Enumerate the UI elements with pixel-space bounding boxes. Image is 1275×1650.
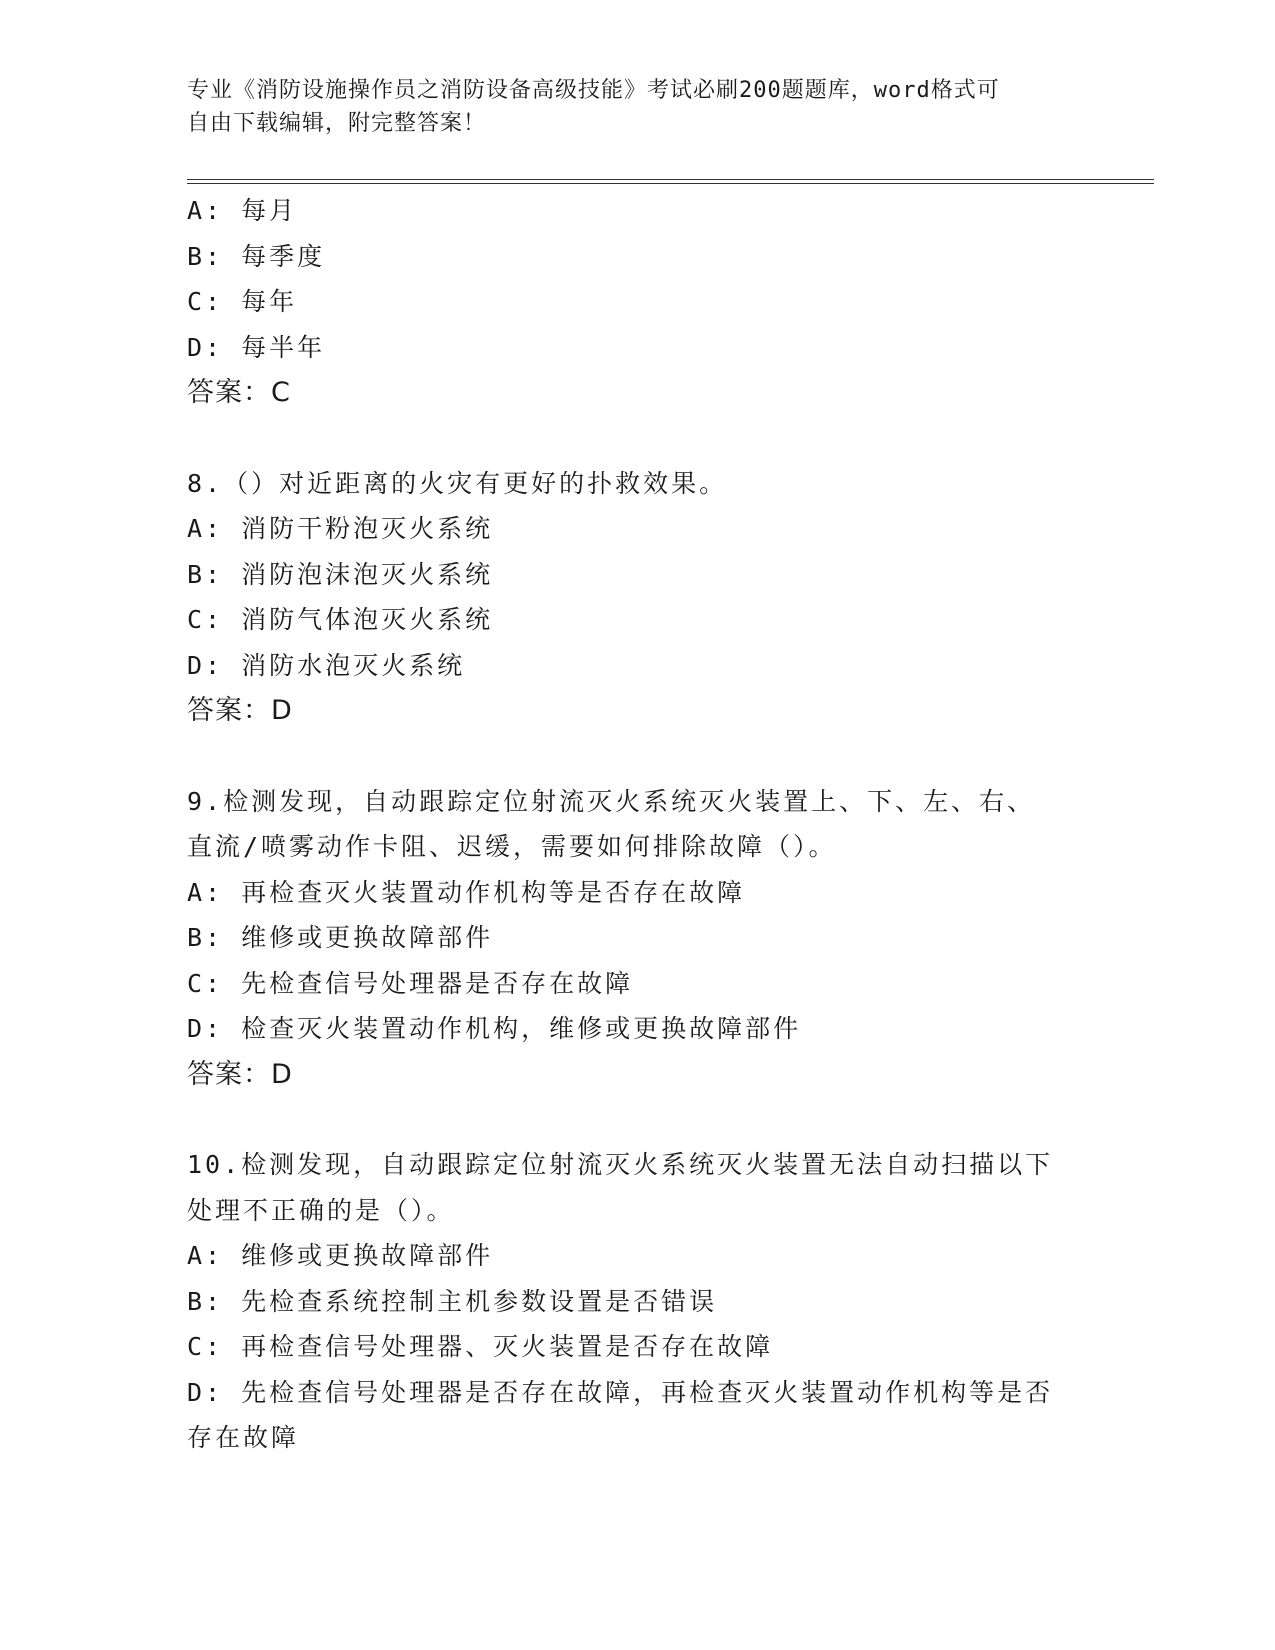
option-a: A: 维修或更换故障部件	[187, 1241, 494, 1270]
question-10	[187, 1142, 1087, 1461]
option-a: A: 每月	[187, 196, 298, 225]
option-d: D: 检查灭火装置动作机构，维修或更换故障部件	[187, 1014, 802, 1043]
spacer	[187, 734, 1087, 779]
header-line-2: 自由下载编辑，附完整答案！	[187, 111, 487, 136]
document-header	[187, 74, 1067, 140]
option-c: C: 消防气体泡灭火系统	[187, 605, 494, 634]
option-d: D: 消防水泡灭火系统	[187, 650, 466, 680]
answer-line: 答案：D	[187, 1058, 293, 1090]
option-b: B: 维修或更换故障部件	[187, 923, 494, 952]
spacer	[187, 416, 1087, 461]
option-d-line-2: 存在故障	[187, 1423, 300, 1452]
question-8	[187, 461, 1087, 734]
question-list	[187, 188, 1087, 1461]
answer-line: 答案：D	[187, 695, 293, 726]
header-line-1: 专业《消防设施操作员之消防设备高级技能》考试必刷200题题库，word格式可	[187, 78, 1000, 103]
question-stem: 8.（）对近距离的火灾有更好的扑救效果。	[187, 468, 728, 498]
question-9	[187, 779, 1087, 1098]
option-d-line-1: D: 先检查信号处理器是否存在故障，再检查灭火装置动作机构等是否	[187, 1377, 1054, 1407]
option-c: C: 每年	[187, 287, 298, 316]
option-b: B: 消防泡沫泡灭火系统	[187, 559, 494, 589]
option-c: C: 先检查信号处理器是否存在故障	[187, 968, 634, 998]
option-c: C: 再检查信号处理器、灭火装置是否存在故障	[187, 1332, 774, 1361]
question-7	[187, 188, 1087, 416]
spacer	[187, 1097, 1087, 1142]
option-a: A: 再检查灭火装置动作机构等是否存在故障	[187, 877, 746, 907]
option-d: D: 每半年	[187, 332, 326, 362]
option-b: B: 每季度	[187, 241, 326, 271]
option-a: A: 消防干粉泡灭火系统	[187, 514, 494, 543]
question-stem-line-2: 直流/喷雾动作卡阻、迟缓，需要如何排除故障（）。	[187, 832, 837, 861]
header-divider-top	[187, 179, 1154, 180]
question-stem-line-1: 9.检测发现，自动跟踪定位射流灭火系统灭火装置上、下、左、右、	[187, 786, 1036, 816]
header-divider-bottom	[187, 183, 1154, 184]
question-stem-line-2: 处理不正确的是（）。	[187, 1195, 455, 1225]
answer-line: 答案：C	[187, 377, 291, 408]
question-stem-line-1: 10.检测发现，自动跟踪定位射流灭火系统灭火装置无法自动扫描以下	[187, 1150, 1054, 1179]
option-b: B: 先检查系统控制主机参数设置是否错误	[187, 1286, 718, 1316]
